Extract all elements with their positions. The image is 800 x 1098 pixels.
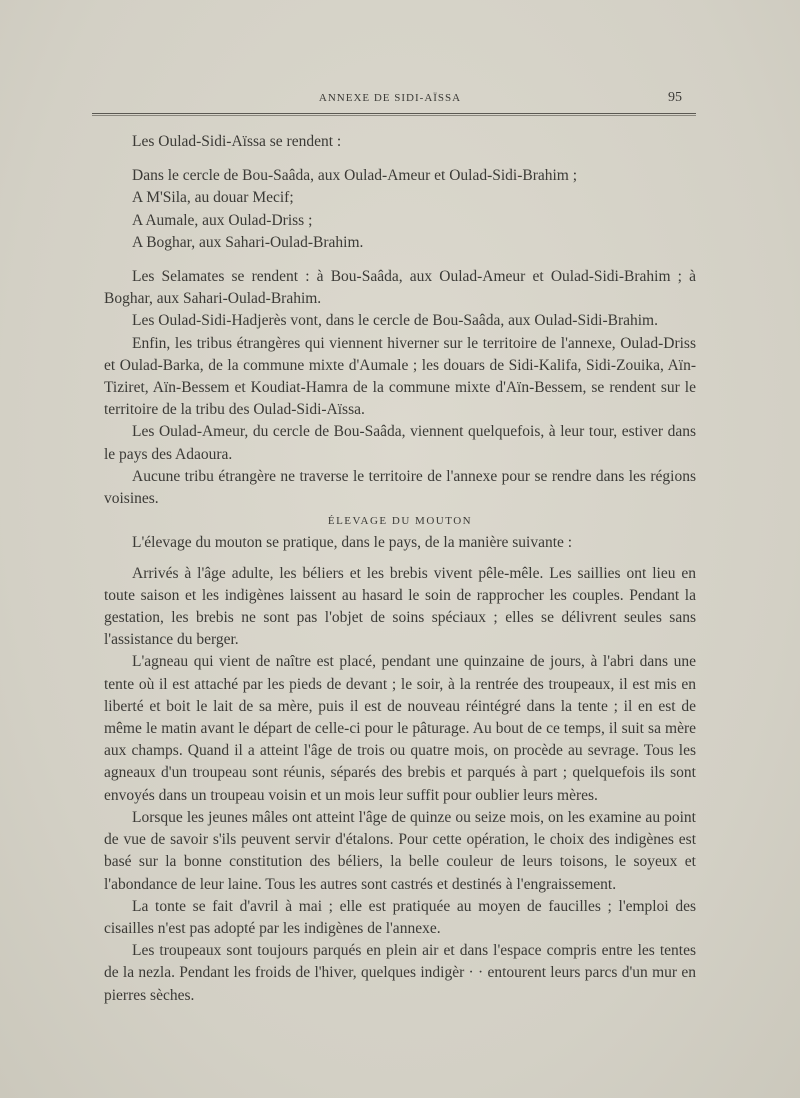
paragraph: Les Oulad-Sidi-Aïssa se rendent : bbox=[132, 133, 342, 150]
paragraph: La tonte se fait d'avril à mai ; elle est pratiquée au moyen de faucilles ; l'emploi des cisailles n'est pas adopté par les indigènes de l'annexe. bbox=[104, 897, 696, 937]
list-item: A M'Sila, au douar Mecif; bbox=[132, 189, 294, 207]
paragraph: L'agneau qui vient de naître est placé, pendant une quinzaine de jours, à l'abri dans une tente où il est attaché par les pieds de devant ; le soir, à la rentrée des troupeaux, il est mis en liberté et boit le lait de sa mère, puis il est de nouveau réintégré dans la tente ; il en est de même le matin avant le départ de celle-ci pour le pâturage. Au bout de ce temps, il suit sa mère aux champs. Quand il a atteint l'âge de trois ou quatre mois, on procède au sevrage. Tous les agneaux d'un troupeau sont réunis, séparés des brebis et parqués à part ; quelquefois ils sont envoyés dans un troupeau voisin et un mois leur suffit pour oublier leurs mères. bbox=[104, 653, 696, 804]
paragraph: Les Selamates se rendent : à Bou-Saâda, aux Oulad-Ameur et Oulad-Sidi-Brahim ; à Boghar, aux Sahari-Oulad-Brahim. bbox=[104, 268, 696, 308]
running-title: ANNEXE DE SIDI-AÏSSA bbox=[318, 92, 462, 104]
list-item: Dans le cercle de Bou-Saâda, aux Oulad-Ameur et Oulad-Sidi-Brahim ; bbox=[132, 167, 578, 185]
list-item: A Boghar, aux Sahari-Oulad-Brahim. bbox=[132, 233, 364, 251]
list-item: A Aumale, aux Oulad-Driss ; bbox=[132, 211, 313, 229]
body-text bbox=[104, 131, 696, 1007]
paragraph: Arrivés à l'âge adulte, les béliers et les brebis vivent pêle-mêle. Les saillies ont lieu en toute saison et les indigènes laissent au hasard le soin de rapprocher les couples. Pendant la gestation, les brebis ne sont pas l'objet de soins spéciaux ; elles se délivrent seules sans l'assistance du berger. bbox=[104, 564, 696, 649]
paragraph: Les troupeaux sont toujours parqués en plein air et dans l'espace compris entre les tentes de la nezla. Pendant les froids de l'hiver, quelques indigèr · · entourent leurs parcs d'un mur en pierres sèches. bbox=[104, 942, 696, 1004]
paragraph: Enfin, les tribus étrangères qui viennent hiverner sur le territoire de l'annexe, Oulad-Driss et Oulad-Barka, de la commune mixte d'Aumale ; les douars de Sidi-Kalifa, Sidi-Zouika, Aïn-Tiziret, Aïn-Bessem et Koudiat-Hamra de la commune mixte d'Aïn-Bessem, se rendent sur le territoire de la tribu des Oulad-Sidi-Aïssa. bbox=[104, 334, 696, 419]
paragraph: Les Oulad-Ameur, du cercle de Bou-Saâda, viennent quelquefois, à leur tour, estiver dans le pays des Adaoura. bbox=[104, 423, 696, 463]
paragraph: Les Oulad-Sidi-Hadjerès vont, dans le cercle de Bou-Saâda, aux Oulad-Sidi-Brahim. bbox=[132, 312, 658, 330]
section-heading: ÉLEVAGE DU MOUTON bbox=[327, 515, 473, 528]
paragraph: Aucune tribu étrangère ne traverse le territoire de l'annexe pour se rendre dans les régions voisines. bbox=[104, 467, 696, 508]
running-header bbox=[92, 90, 688, 108]
paragraph: Lorsque les jeunes mâles ont atteint l'âge de quinze ou seize mois, on les examine au point de vue de savoir s'ils peuvent servir d'étalons. Pour cette opération, le choix des indigènes est basé sur la bonne constitution des béliers, la belle couleur de leurs toisons, le soyeux et l'abondance de leur laine. Tous les autres sont castrés et destinés à l'engraissement. bbox=[104, 808, 696, 893]
spacer bbox=[104, 555, 696, 563]
spacer bbox=[104, 153, 696, 165]
header-rule bbox=[92, 113, 696, 116]
paragraph: L'élevage du mouton se pratique, dans le pays, de la manière suivante : bbox=[132, 534, 573, 552]
spacer bbox=[104, 254, 696, 266]
page-number: 95 bbox=[668, 90, 682, 105]
